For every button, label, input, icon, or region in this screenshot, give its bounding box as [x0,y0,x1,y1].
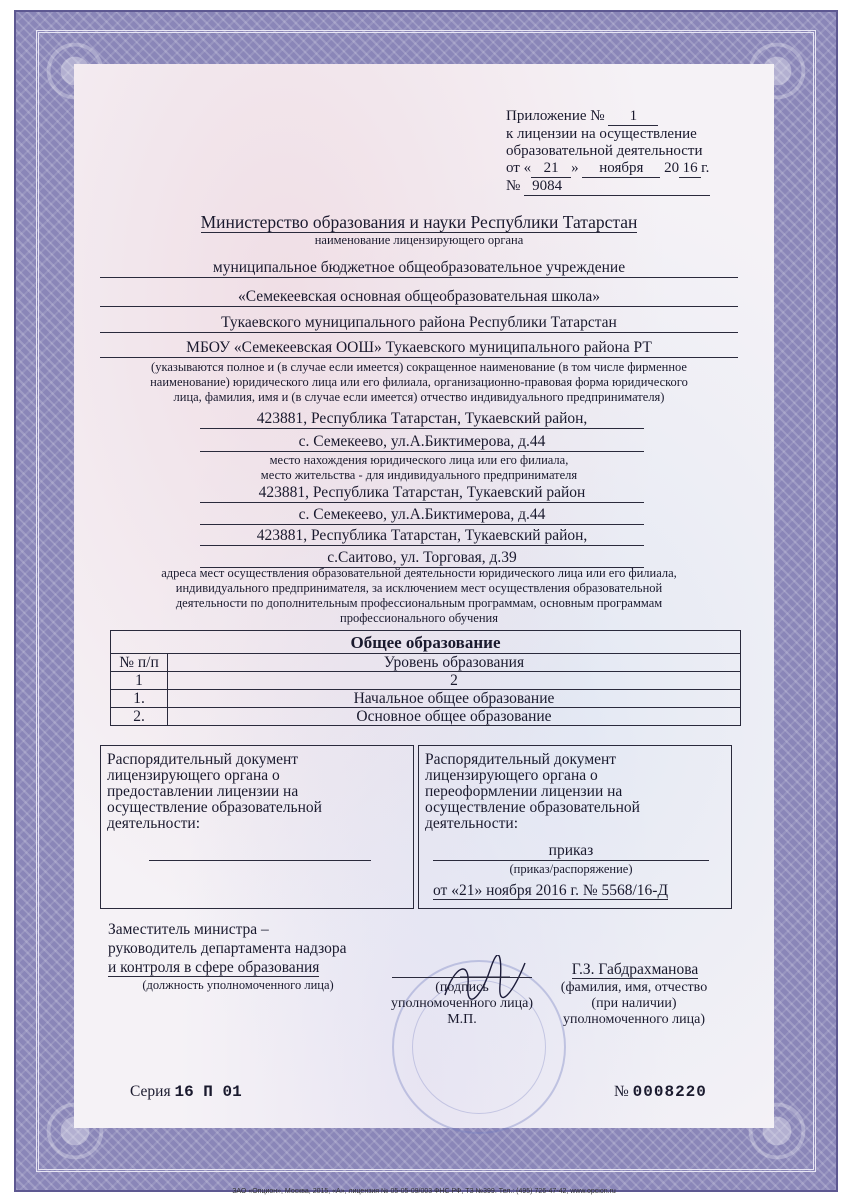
license-number: 9084 [524,178,710,196]
authority-name-wrap [100,212,738,232]
licensee-short-name: МБОУ «Семекеевская ООШ» Тукаевского муниципального района РТ [100,339,738,358]
series-label: Серия [130,1083,171,1100]
year-prefix: 20 [664,160,680,176]
caption-line: (при наличии) [591,996,677,1011]
licensee-caption [100,360,738,405]
table-index-row [111,672,741,690]
caption-line: адреса мест осуществления образовательной деятельности юридического лица или его филиала, [161,566,677,580]
activity-address-line: с. Семекеево, ул.А.Биктимерова, д.44 [200,506,644,525]
table-cell: 1. [111,690,168,708]
caption-line: лица, фамилия, имя и (в случае если имеется) отчество индивидуального предпринимателя) [173,390,665,404]
licensee-line: муниципальное бюджетное общеобразовательное учреждение [100,259,738,278]
activity-address-line: с.Саитово, ул. Торговая, д.39 [200,549,644,568]
blank-number [614,1083,707,1101]
stamp-place-label: М.П. [447,1012,477,1027]
licensee-line: Тукаевского муниципального района Республики Татарстан [100,314,738,333]
blank-number-label: № [614,1083,629,1100]
signature-line [392,977,532,978]
document-type: приказ [433,842,709,861]
table-title: Общее образование [111,631,741,654]
document-type-caption: (приказ/распоряжение) [509,862,633,876]
blank-signature-line [149,860,371,861]
caption-line: наименование) юридического лица или его филиала, организационно-правовая форма юридического [150,375,688,389]
appendix-day: 21 [531,160,571,178]
position-caption: (должность уполномоченного лица) [142,978,334,992]
location-line: 423881, Республика Татарстан, Тукаевский район, [200,410,644,429]
table-cell: 2. [111,708,168,726]
licensee-line: «Семекеевская основная общеобразовательная школа» [100,288,738,307]
appendix-label: Приложение № [506,108,605,124]
printer-imprint: ЗАО «Опцион», Москва, 2015, «А», лицензия № 05-05-09/003 ФНС РФ, ТЗ №399. Тел.: (495) 726-47-42, www.opcion.ru [232,1188,616,1195]
grant-document-box [100,745,414,909]
position-line: Заместитель министра – [108,921,269,938]
caption-line: место нахождения юридического лица или его филиала, [269,453,569,467]
reissue-document-label: Распорядительный документ лицензирующего органа о переоформлении лицензии на осуществление образовательной деятельности: [425,751,640,832]
caption-line: место жительства - для индивидуального предпринимателя [260,468,578,482]
caption-line: (фамилия, имя, отчество [560,980,708,995]
caption-line: профессионального обучения [340,611,498,625]
activity-caption [100,566,738,626]
position-line: руководитель департамента надзора [108,940,347,957]
caption-line: уполномоченного лица) [563,1012,705,1027]
series-value: 16 П 01 [174,1083,242,1101]
appendix-year: 16 [679,160,701,178]
caption-line: индивидуального предпринимателя, за исключением мест осуществления образовательной [175,581,663,595]
caption-line: уполномоченного лица) [391,996,533,1011]
name-caption [556,980,712,1028]
table-header-row [111,654,741,672]
grant-document-label: Распорядительный документ лицензирующего органа о предоставлении лицензии на осуществление образовательной деятельности: [107,751,322,832]
table-row [111,708,741,726]
document-date-wrap [433,882,668,900]
reissue-document-box [418,745,732,909]
signatory-position [108,920,347,977]
table-cell: 1 [111,672,168,690]
signatory-name-wrap [560,961,710,979]
blank-series [130,1083,242,1101]
position-line: и контроля в сфере образования [108,959,320,976]
appendix-number: 1 [608,108,658,126]
year-suffix: г. [701,160,710,176]
location-line: с. Семекеево, ул.А.Биктимерова, д.44 [200,433,644,452]
column-header-level: Уровень образования [168,654,741,672]
date-prefix: от « [506,160,532,176]
table-cell: 2 [168,672,741,690]
authority-name: Министерство образования и науки Республики Татарстан [200,212,638,232]
table-cell: Основное общее образование [168,708,741,726]
appendix-line: к лицензии на осуществление [506,126,697,142]
license-number-label: № [506,178,521,194]
blank-number-value: 0008220 [632,1083,707,1101]
activity-address-line: 423881, Республика Татарстан, Тукаевский район, [200,527,644,546]
caption-line: деятельности по дополнительным профессиональным программам, основным программам [175,596,663,610]
appendix-month: ноября [582,160,660,178]
table-cell: Начальное общее образование [168,690,741,708]
signature-caption [372,980,552,1028]
table-row [111,690,741,708]
appendix-line: образовательной деятельности [506,143,703,159]
caption-line: (подпись [435,980,489,995]
document-date-number: от «21» ноября 2016 г. № 5568/16-Д [433,882,669,899]
authority-caption: наименование лицензирующего органа [314,233,524,247]
signatory-name: Г.З. Габдрахманова [571,961,699,978]
appendix-header [506,108,736,196]
caption-line: (указываются полное и (в случае если имеется) сокращенное наименование (в том числе фирменное [151,360,687,374]
column-header-number: № п/п [111,654,168,672]
location-caption [100,453,738,483]
date-quote: » [571,160,579,176]
education-levels-table [110,630,741,726]
activity-address-line: 423881, Республика Татарстан, Тукаевский район [200,484,644,503]
